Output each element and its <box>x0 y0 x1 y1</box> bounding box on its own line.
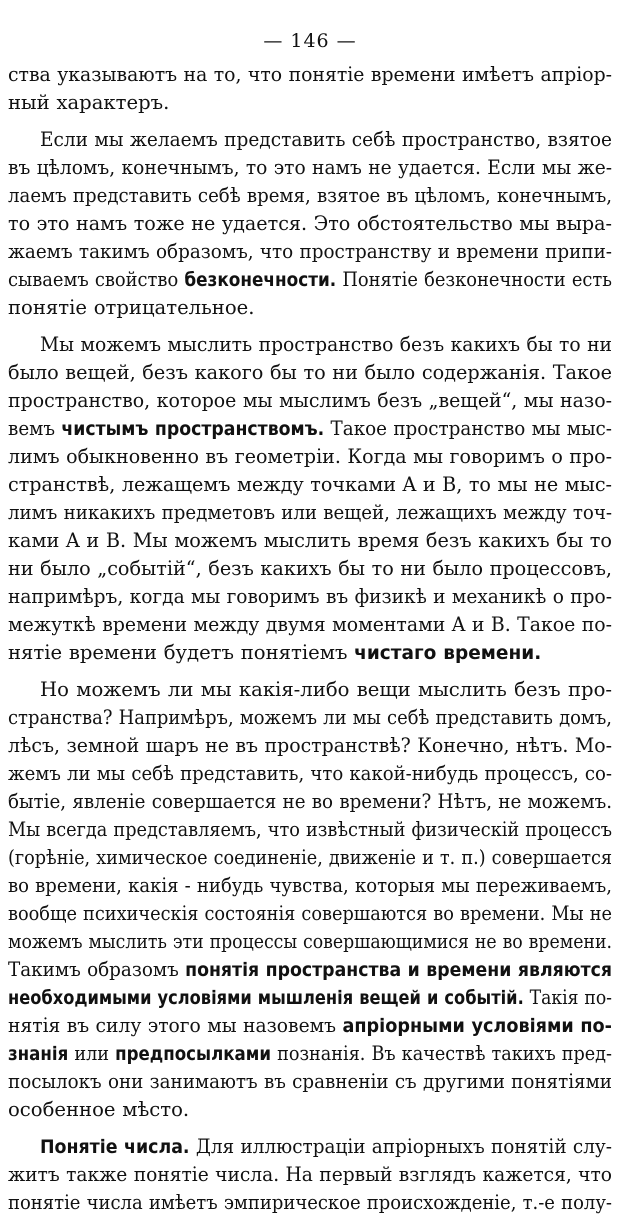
text-line <box>8 1190 612 1216</box>
text-segment: ни было „событій“, безъ какихъ бы то ни было процессовъ, <box>8 557 612 580</box>
bold-term: безконечности. <box>184 270 337 291</box>
text-segment: особенное мѣсто. <box>8 1098 190 1121</box>
text-line <box>8 957 612 984</box>
bold-term: чистаго времени. <box>354 643 542 664</box>
text-line <box>8 183 612 209</box>
bold-term: Понятіе числа. <box>40 1137 190 1158</box>
text-segment: во времени, какія - нибудь чувства, которыя мы переживаемъ, <box>8 874 612 897</box>
text-line <box>8 1041 612 1068</box>
page-number: — 146 — <box>263 30 357 52</box>
text-line <box>8 1069 612 1095</box>
text-line <box>8 295 254 321</box>
text-line <box>8 90 169 116</box>
text-segment: нятіе времени будетъ понятіемъ <box>8 641 355 664</box>
text-line <box>8 500 612 526</box>
text-segment: или <box>68 1042 116 1065</box>
text-line <box>8 789 612 815</box>
bold-term: необходимыми условіями мышленія вещей и событій. <box>8 988 524 1009</box>
text-segment: житъ также понятіе числа. На первый взглядъ кажется, что <box>8 1163 612 1186</box>
text-segment: познанія. Въ качествѣ такихъ пред- <box>271 1042 612 1065</box>
text-line <box>8 1162 612 1188</box>
text-line <box>8 761 612 787</box>
text-line <box>8 817 612 843</box>
text-line <box>8 640 541 667</box>
text-segment: жемъ ли мы себѣ представить, что какой-нибудь процессъ, со- <box>8 762 612 785</box>
text-line <box>8 985 612 1012</box>
text-segment: въ цѣломъ, конечнымъ, то это намъ не удается. Если мы же- <box>8 156 612 179</box>
text-line <box>8 444 612 470</box>
text-segment: можемъ мыслить эти процессы совершающимися не во времени. <box>8 930 612 953</box>
text-segment: лимъ обыкновенно въ геометріи. Когда мы говоримъ о про- <box>8 445 612 468</box>
text-segment: Такія по- <box>523 986 612 1009</box>
text-segment: лаемъ представить себѣ время, взятое въ цѣломъ, конечнымъ, <box>8 184 612 207</box>
text-line <box>8 1097 189 1123</box>
text-line <box>8 211 612 237</box>
text-line <box>8 62 612 88</box>
text-segment: посылокъ они занимаютъ въ сравненіи съ другими понятіями <box>8 1070 612 1093</box>
text-segment: лѣсъ, земной шаръ не въ пространствѣ? Конечно, нѣтъ. Мо- <box>8 734 612 757</box>
text-segment: Мы всегда представляемъ, что извѣстный физическій процессъ <box>8 818 612 841</box>
text-segment: межуткѣ времени между двумя моментами A и B. Такое по- <box>8 613 612 636</box>
text-line <box>8 472 612 498</box>
text-line <box>8 873 612 899</box>
text-segment: нятія въ силу этого мы назовемъ <box>8 1014 343 1037</box>
text-line <box>8 239 612 265</box>
text-line <box>40 1134 612 1161</box>
text-line <box>8 1013 612 1040</box>
text-segment: Такое пространство мы мыс- <box>324 417 612 440</box>
text-segment: ства указываютъ на то, что понятіе времени имѣетъ апріор- <box>8 63 612 86</box>
text-segment: вемъ <box>8 417 62 440</box>
bold-term: апріорными условіями по- <box>342 1016 612 1037</box>
text-line <box>8 845 612 871</box>
text-segment: ками A и B. Мы можемъ мыслить время безъ какихъ бы то <box>8 529 612 552</box>
text-segment: сываемъ свойство <box>8 268 185 291</box>
text-segment: Мы можемъ мыслить пространство безъ какихъ бы то ни <box>40 333 612 356</box>
text-segment: лимъ никакихъ предметовъ или вещей, лежащихъ между точ- <box>8 501 612 524</box>
text-segment: Такимъ образомъ <box>8 958 186 981</box>
text-line <box>8 584 612 610</box>
text-line <box>8 360 612 386</box>
text-line <box>40 127 612 153</box>
text-segment: ный характеръ. <box>8 91 170 114</box>
text-line <box>8 155 612 181</box>
text-line <box>8 388 612 414</box>
text-line <box>8 556 612 582</box>
text-segment: понятіе отрицательное. <box>8 296 255 319</box>
text-line <box>40 677 612 703</box>
text-segment: Если мы желаемъ представить себѣ пространство, взятое <box>40 128 612 151</box>
text-line <box>8 901 612 927</box>
text-line <box>40 332 612 358</box>
text-segment: Понятіе безконечности есть <box>336 268 612 291</box>
text-line <box>8 733 612 759</box>
text-line <box>8 929 612 955</box>
text-segment: жаемъ такимъ образомъ, что пространству и времени припи- <box>8 240 612 263</box>
text-segment: пространство, которое мы мыслимъ безъ „вещей“, мы назо- <box>8 389 612 412</box>
bold-term: знанія <box>8 1044 69 1065</box>
text-line <box>8 416 612 443</box>
text-segment: понятіе числа имѣетъ эмпирическое происхожденіе, т.-е полу- <box>8 1191 612 1214</box>
bold-term: чистымъ пространствомъ. <box>61 419 325 440</box>
text-segment: то это намъ тоже не удается. Это обстоятельство мы выра- <box>8 212 612 235</box>
bold-term: предпосылками <box>115 1044 272 1065</box>
text-segment: Для иллюстраціи апріорныхъ понятій слу- <box>189 1135 613 1158</box>
text-segment: вообще психическія состоянія совершаются во времени. Мы не <box>8 902 612 925</box>
text-segment: странства? Напримѣръ, можемъ ли мы себѣ представить домъ, <box>8 706 612 729</box>
text-segment: было вещей, безъ какого бы то ни было содержанія. Такое <box>8 361 612 384</box>
text-line <box>8 612 612 638</box>
text-segment: бытіе, явленіе совершается не во времени? Нѣтъ, не можемъ. <box>8 790 612 813</box>
text-line <box>8 267 612 294</box>
text-segment: Но можемъ ли мы какія-либо вещи мыслить безъ про- <box>40 678 612 701</box>
text-segment: (горѣніе, химическое соединеніе, движеніе и т. п.) совершается <box>8 846 612 869</box>
text-segment: напримѣръ, когда мы говоримъ въ физикѣ и механикѣ о про- <box>8 585 612 608</box>
text-line <box>8 528 612 554</box>
bold-term: понятія пространства и времени являются <box>185 960 612 981</box>
text-segment: странствѣ, лежащемъ между точками A и B, то мы не мыс- <box>8 473 612 496</box>
text-line <box>8 705 612 731</box>
